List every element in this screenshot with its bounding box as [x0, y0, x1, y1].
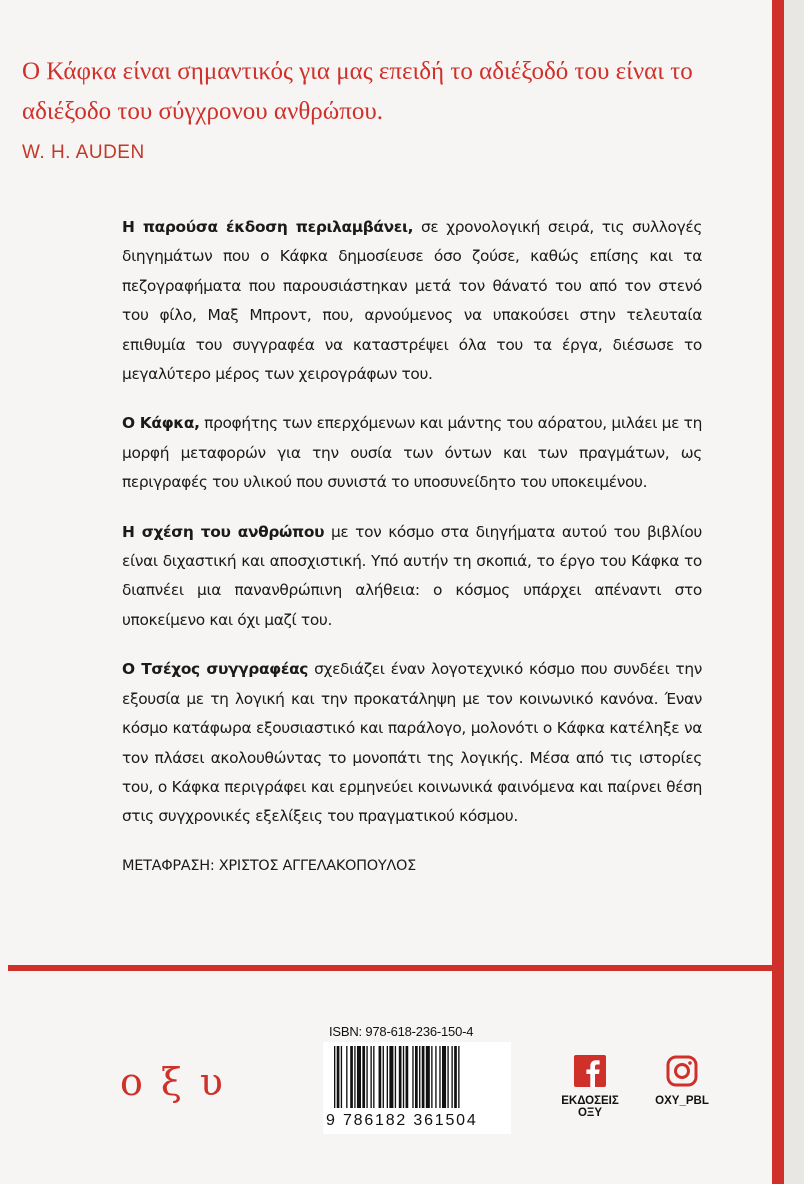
barcode-bar — [389, 1046, 393, 1108]
barcode-bar — [383, 1046, 384, 1108]
spine-edge-red — [772, 0, 784, 1184]
barcode-bar — [350, 1046, 353, 1108]
publisher-logo: οξυ — [120, 1060, 241, 1104]
facebook-label: ΕΚΔΟΣΕΙΣ ΟΞΥ — [561, 1095, 619, 1119]
instagram-label: OXY_PBL — [655, 1095, 709, 1107]
barcode-bar — [406, 1046, 409, 1108]
quote-author: W. H. AUDEN — [22, 142, 145, 163]
barcode-bar — [387, 1046, 388, 1108]
barcode-bar — [442, 1046, 446, 1108]
barcode-bar — [395, 1046, 396, 1108]
barcode-bar — [422, 1046, 425, 1108]
facebook-link[interactable] — [550, 1055, 630, 1119]
barcode-bar — [341, 1046, 342, 1108]
barcode-bar — [373, 1046, 374, 1108]
barcode-bar — [346, 1046, 347, 1108]
facebook-icon — [574, 1055, 606, 1087]
paragraph-lead: Ο Τσέχος συγγραφέας — [122, 660, 309, 679]
red-divider — [8, 965, 772, 971]
paragraph-text: σε χρονολογική σειρά, τις συλλογές διηγημάτων που ο Κάφκα δημοσίευσε όσο ζούσε, καθώς επίσης και τα πεζογραφήματα που παρουσιάστηκαν μετά τον θάνατό του από τον στενό του φίλο, Μαξ Μπροντ, που, αρνούμενος να υπακούσει στην τελευταία επιθυμία του συγγραφέα να καταστρέψει όλα του τα έργα, διέσωσε το μεγαλύτερο μέρος των χειρογράφων του. — [122, 218, 703, 384]
barcode-bar — [334, 1046, 335, 1108]
blurb-paragraph — [122, 213, 702, 389]
barcode-bar — [415, 1046, 418, 1108]
barcode-bar — [370, 1046, 371, 1108]
barcode-bar — [431, 1046, 432, 1108]
barcode-bar — [354, 1046, 355, 1108]
barcode-bar — [419, 1046, 420, 1108]
barcode-bar — [426, 1046, 430, 1108]
barcode-bar — [362, 1046, 365, 1108]
cover-quote: Ο Κάφκα είναι σημαντικός για μας επειδή το αδιέξοδό του είναι το αδιέξοδο του σύγχρονου ανθρώπου. — [22, 58, 693, 125]
paragraph-text: σχεδιάζει έναν λογοτεχνικό κόσμο που συνδέει την εξουσία με τη λογική και την προκατάληψη με τον κοινωνικό κανόνα. Έναν κόσμο κατάφωρα εξουσιαστικό και παράλογο, μολονότι ο Κάφκα κατέληξε να τον πλάσει ακολουθώντας το μονοπάτι της λογικής. Μέσα από τις ιστορίες του, ο Κάφκα περιγράφει και ερμηνεύει κοινωνικά φαινόμενα και παίρνει θέση στις συγχρονικές εξελίξεις του πραγματικού κόσμου. — [122, 660, 702, 826]
blurb-paragraph — [122, 518, 702, 636]
blurb — [122, 213, 702, 901]
paragraph-text: με τον κόσμο στα διηγήματα αυτού του βιβλίου είναι διχαστική και αποσχιστική. Υπό αυτήν τη σκοπιά, το έργο του Κάφκα το διαπνέει μια πανανθρώπινη αλήθεια: ο κόσμος υπάρχει απέναντι στο υποκείμενο και όχι μαζί του. — [122, 522, 702, 629]
barcode-bar — [435, 1046, 436, 1108]
translation-label: ΜΕΤΑΦΡΑΣΗ: — [122, 857, 219, 874]
translator-name: ΧΡΙΣΤΟΣ ΑΓΓΕΛΑΚΟΠΟΥΛΟΣ — [218, 857, 417, 874]
barcode-bar — [337, 1046, 340, 1108]
barcode-bar — [439, 1046, 440, 1108]
barcode-bar — [412, 1046, 413, 1108]
paragraph-lead: Η παρούσα έκδοση περιλαμβάνει, — [122, 218, 414, 236]
barcode-bar — [447, 1046, 448, 1108]
barcode-bar — [399, 1046, 402, 1108]
barcode-digits: 9 786182 361504 — [326, 1112, 478, 1129]
blurb-paragraph — [122, 409, 702, 497]
translation-credit — [122, 852, 702, 881]
isbn-label: ISBN: 978-618-236-150-4 — [329, 1024, 474, 1039]
blurb-paragraph — [122, 655, 702, 831]
instagram-icon — [666, 1055, 698, 1087]
paragraph-text: προφήτης των επερχόμενων και μάντης του αόρατου, μιλάει με τη μορφή μεταφορών για την ουσία των όντων και των πραγμάτων, ως περιγραφές του υλικού που συνιστά το υποσυνείδητο του υποκειμένου. — [122, 414, 702, 492]
barcode-bar — [454, 1046, 457, 1108]
spine-edge — [784, 0, 804, 1184]
barcode-bar — [357, 1046, 361, 1108]
barcode-bar — [451, 1046, 452, 1108]
paragraph-lead: Η σχέση του ανθρώπου — [122, 522, 325, 541]
paragraph-lead: Ο Κάφκα, — [122, 414, 200, 433]
barcode-bar — [366, 1046, 367, 1108]
barcode-bar — [403, 1046, 404, 1108]
barcode — [334, 1046, 514, 1108]
instagram-link[interactable] — [650, 1055, 714, 1107]
barcode-bar — [458, 1046, 459, 1108]
barcode-bar — [379, 1046, 382, 1108]
